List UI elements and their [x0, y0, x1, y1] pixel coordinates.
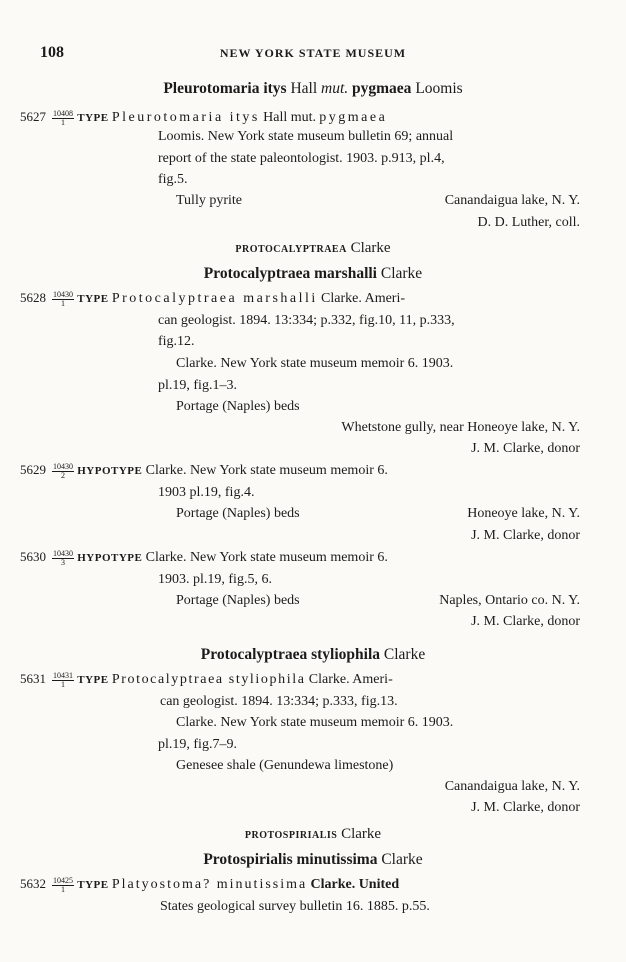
genus-heading-protocalyptraea: PROTOCALYPTRAEA Clarke: [235, 240, 391, 256]
species-heading-3: Protocalyptraea styliophila Clarke: [200, 646, 426, 663]
entry-text: can geologist. 1894. 13:334; p.333, fig.13.: [160, 694, 398, 709]
entry-text: Loomis. New York state museum bulletin 69; annual: [158, 129, 454, 144]
entry-text: can geologist. 1894. 13:334; p.332, fig.10, 11, p.333,: [158, 313, 455, 328]
species-heading-2: Protocalyptraea marshalli Clarke: [203, 265, 423, 282]
collector: D. D. Luther, coll.: [477, 215, 580, 230]
genus-heading-protospirialis: PROTOSPIRIALIS Clarke: [244, 826, 382, 842]
entry-text: 1903. pl.19, fig.5, 6.: [158, 572, 272, 587]
entry-text: Clarke. New York state museum memoir 6. 1903.: [176, 715, 454, 730]
locality-place: Canandaigua lake, N. Y.: [444, 779, 580, 794]
locality-formation: Genesee shale (Genundewa limestone): [176, 758, 394, 773]
page-number: 108: [40, 44, 64, 61]
entry-text: pl.19, fig.1–3.: [158, 378, 237, 393]
entry-text: Clarke. New York state museum memoir 6. 1903.: [176, 356, 454, 371]
locality-place: Whetstone gully, near Honeoye lake, N. Y.: [341, 420, 580, 435]
catalog-entry-5628: 5628 $\frac{10430}{1}$ TYPE Protocalyptraea marshalli Clarke. Ameri-: [20, 289, 406, 308]
locality-formation: Portage (Naples) beds: [176, 399, 300, 414]
locality-formation: Tully pyrite: [176, 193, 242, 208]
catalog-entry-5631: 5631 $\frac{10431}{1}$ TYPE Protocalyptraea styliophila Clarke. Ameri-: [20, 670, 393, 689]
locality-formation: Portage (Naples) beds: [176, 506, 300, 521]
entry-text: report of the state paleontologist. 1903. p.913, pl.4,: [158, 151, 445, 166]
species-heading-4: Protospirialis minutissima Clarke: [203, 851, 423, 868]
locality-formation: Portage (Naples) beds: [176, 593, 300, 608]
locality-place: Honeoye lake, N. Y.: [467, 506, 580, 521]
entry-text: States geological survey bulletin 16. 1885. p.55.: [160, 899, 430, 914]
catalog-entry-5629: 5629 $\frac{10430}{2}$ HYPOTYPE Clarke. New York state museum memoir 6.: [20, 461, 388, 480]
locality-place: Canandaigua lake, N. Y.: [444, 193, 580, 208]
catalog-entry-5632: 5632 $\frac{10425}{1}$ TYPE Platyostoma? minutissima Clarke. United: [20, 875, 400, 894]
locality-place: Naples, Ontario co. N. Y.: [439, 593, 580, 608]
donor: J. M. Clarke, donor: [471, 614, 580, 629]
entry-text: 1903 pl.19, fig.4.: [158, 485, 255, 500]
donor: J. M. Clarke, donor: [471, 800, 580, 815]
species-heading-1: Pleurotomaria itys Hall mut. pygmaea Loomis: [163, 80, 463, 97]
entry-text: pl.19, fig.7–9.: [158, 737, 237, 752]
entry-text: fig.12.: [158, 334, 195, 349]
entry-text: fig.5.: [158, 172, 188, 187]
catalog-entry-5627: 5627 $\frac{10408}{1}$ TYPE Pleurotomaria itys Hall mut. pygmaea: [20, 108, 388, 127]
donor: J. M. Clarke, donor: [471, 441, 580, 456]
running-title: NEW YORK STATE MUSEUM: [219, 46, 407, 60]
catalog-entry-5630: 5630 $\frac{10430}{3}$ HYPOTYPE Clarke. New York state museum memoir 6.: [20, 548, 388, 567]
donor: J. M. Clarke, donor: [471, 528, 580, 543]
